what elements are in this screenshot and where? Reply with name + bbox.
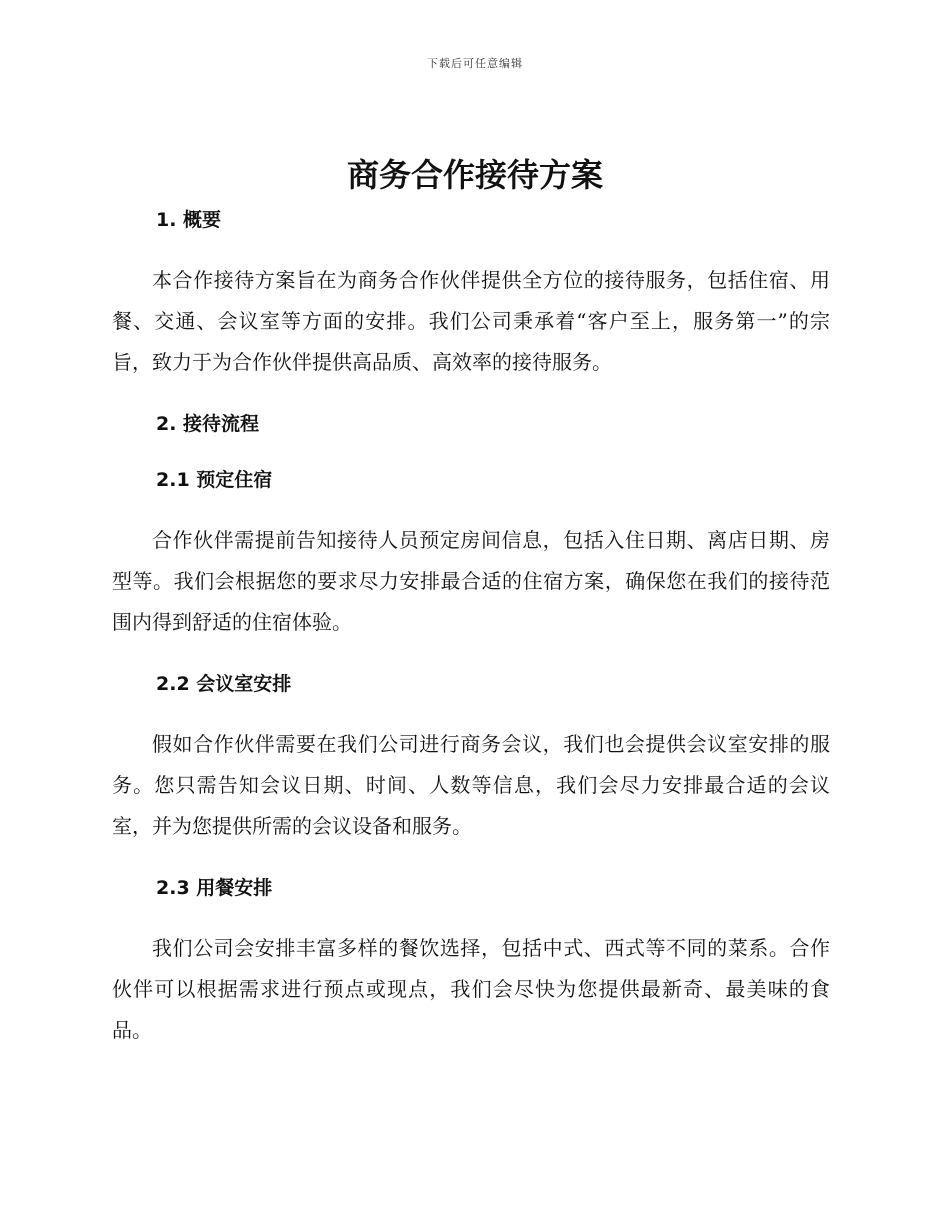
section-heading-dining: 2.3 用餐安排	[156, 877, 273, 899]
section-heading-overview: 1. 概要	[156, 209, 222, 231]
header-note: 下载后可任意编辑	[427, 57, 523, 70]
section-paragraph-overview: 本合作接待方案旨在为商务合作伙伴提供全方位的接待服务，包括住宿、用餐、交通、会议室等方面的安排。我们公司秉承着“客户至上，服务第一”的宗旨，致力于为合作伙伴提供高品质、高效率的接待服务。	[112, 268, 830, 374]
section-paragraph-meeting-room: 假如合作伙伴需要在我们公司进行商务会议，我们也会提供会议室安排的服务。您只需告知会议日期、时间、人数等信息，我们会尽力安排最合适的会议室，并为您提供所需的会议设备和服务。	[112, 732, 830, 838]
document-body	[112, 205, 830, 1051]
section-paragraph-dining: 我们公司会安排丰富多样的餐饮选择，包括中式、西式等不同的菜系。合作伙伴可以根据需求进行预点或现点，我们会尽快为您提供最新奇、最美味的食品。	[112, 936, 830, 1042]
section-paragraph-accommodation: 合作伙伴需提前告知接待人员预定房间信息，包括入住日期、离店日期、房型等。我们会根据您的要求尽力安排最合适的住宿方案，确保您在我们的接待范围内得到舒适的住宿体验。	[112, 528, 830, 634]
section-heading-accommodation: 2.1 预定住宿	[156, 469, 273, 491]
section-heading-meeting-room: 2.2 会议室安排	[156, 673, 292, 695]
section-heading-process: 2. 接待流程	[156, 413, 260, 435]
document-title: 商务合作接待方案	[346, 156, 603, 194]
